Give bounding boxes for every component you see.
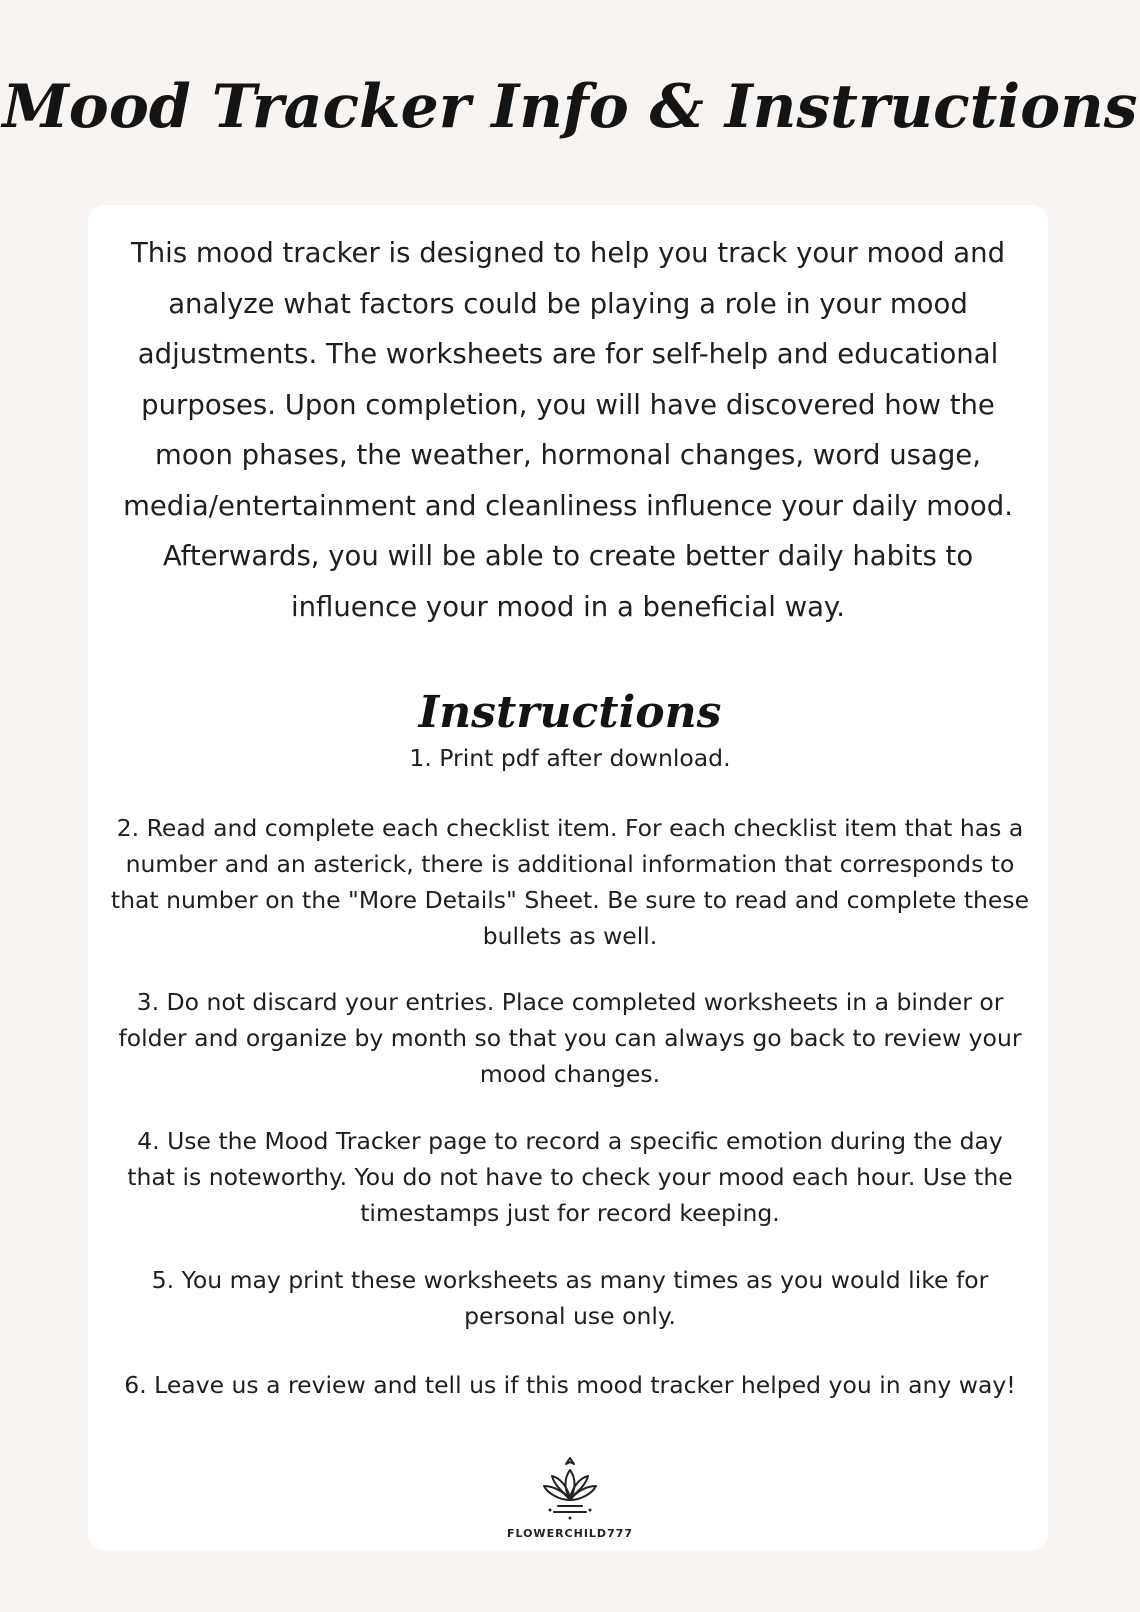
instruction-step-6: 6. Leave us a review and tell us if this mood tracker helped you in any way! xyxy=(124,1371,1016,1399)
instruction-step-3: 3. Do not discard your entries. Place completed worksheets in a binder or folder and organize by month so that you can always go back to review your mood changes. xyxy=(118,988,1022,1088)
instruction-step-4: 4. Use the Mood Tracker page to record a specific emotion during the day that is noteworthy. You do not have to check your mood each hour. Use the timestamps just for record keeping. xyxy=(127,1127,1013,1227)
page-title: Mood Tracker Info & Instructions xyxy=(2,72,1138,142)
intro-paragraph: This mood tracker is designed to help you track your mood and analyze what factors could be playing a role in your mood adjustments. The worksheets are for self-help and educational purposes. Upon completion, you will have discovered how the moon phases, the weather, hormonal changes, word usage, media/entertainment and cleanliness influence your daily mood. Afterwards, you will be able to create better daily habits to influence your mood in a beneficial way. xyxy=(123,237,1013,623)
instruction-step-1: 1. Print pdf after download. xyxy=(409,744,731,772)
instruction-step-2: 2. Read and complete each checklist item. For each checklist item that has a number and an asterick, there is additional information that corresponds to that number on the "More Details" Sheet. Be sure to read and complete these bullets as well. xyxy=(110,814,1030,950)
brand-name: FLOWERCHILD777 xyxy=(506,1527,634,1540)
instructions-heading: Instructions xyxy=(418,687,722,738)
instruction-step-5: 5. You may print these worksheets as many times as you would like for personal use only. xyxy=(151,1266,989,1330)
